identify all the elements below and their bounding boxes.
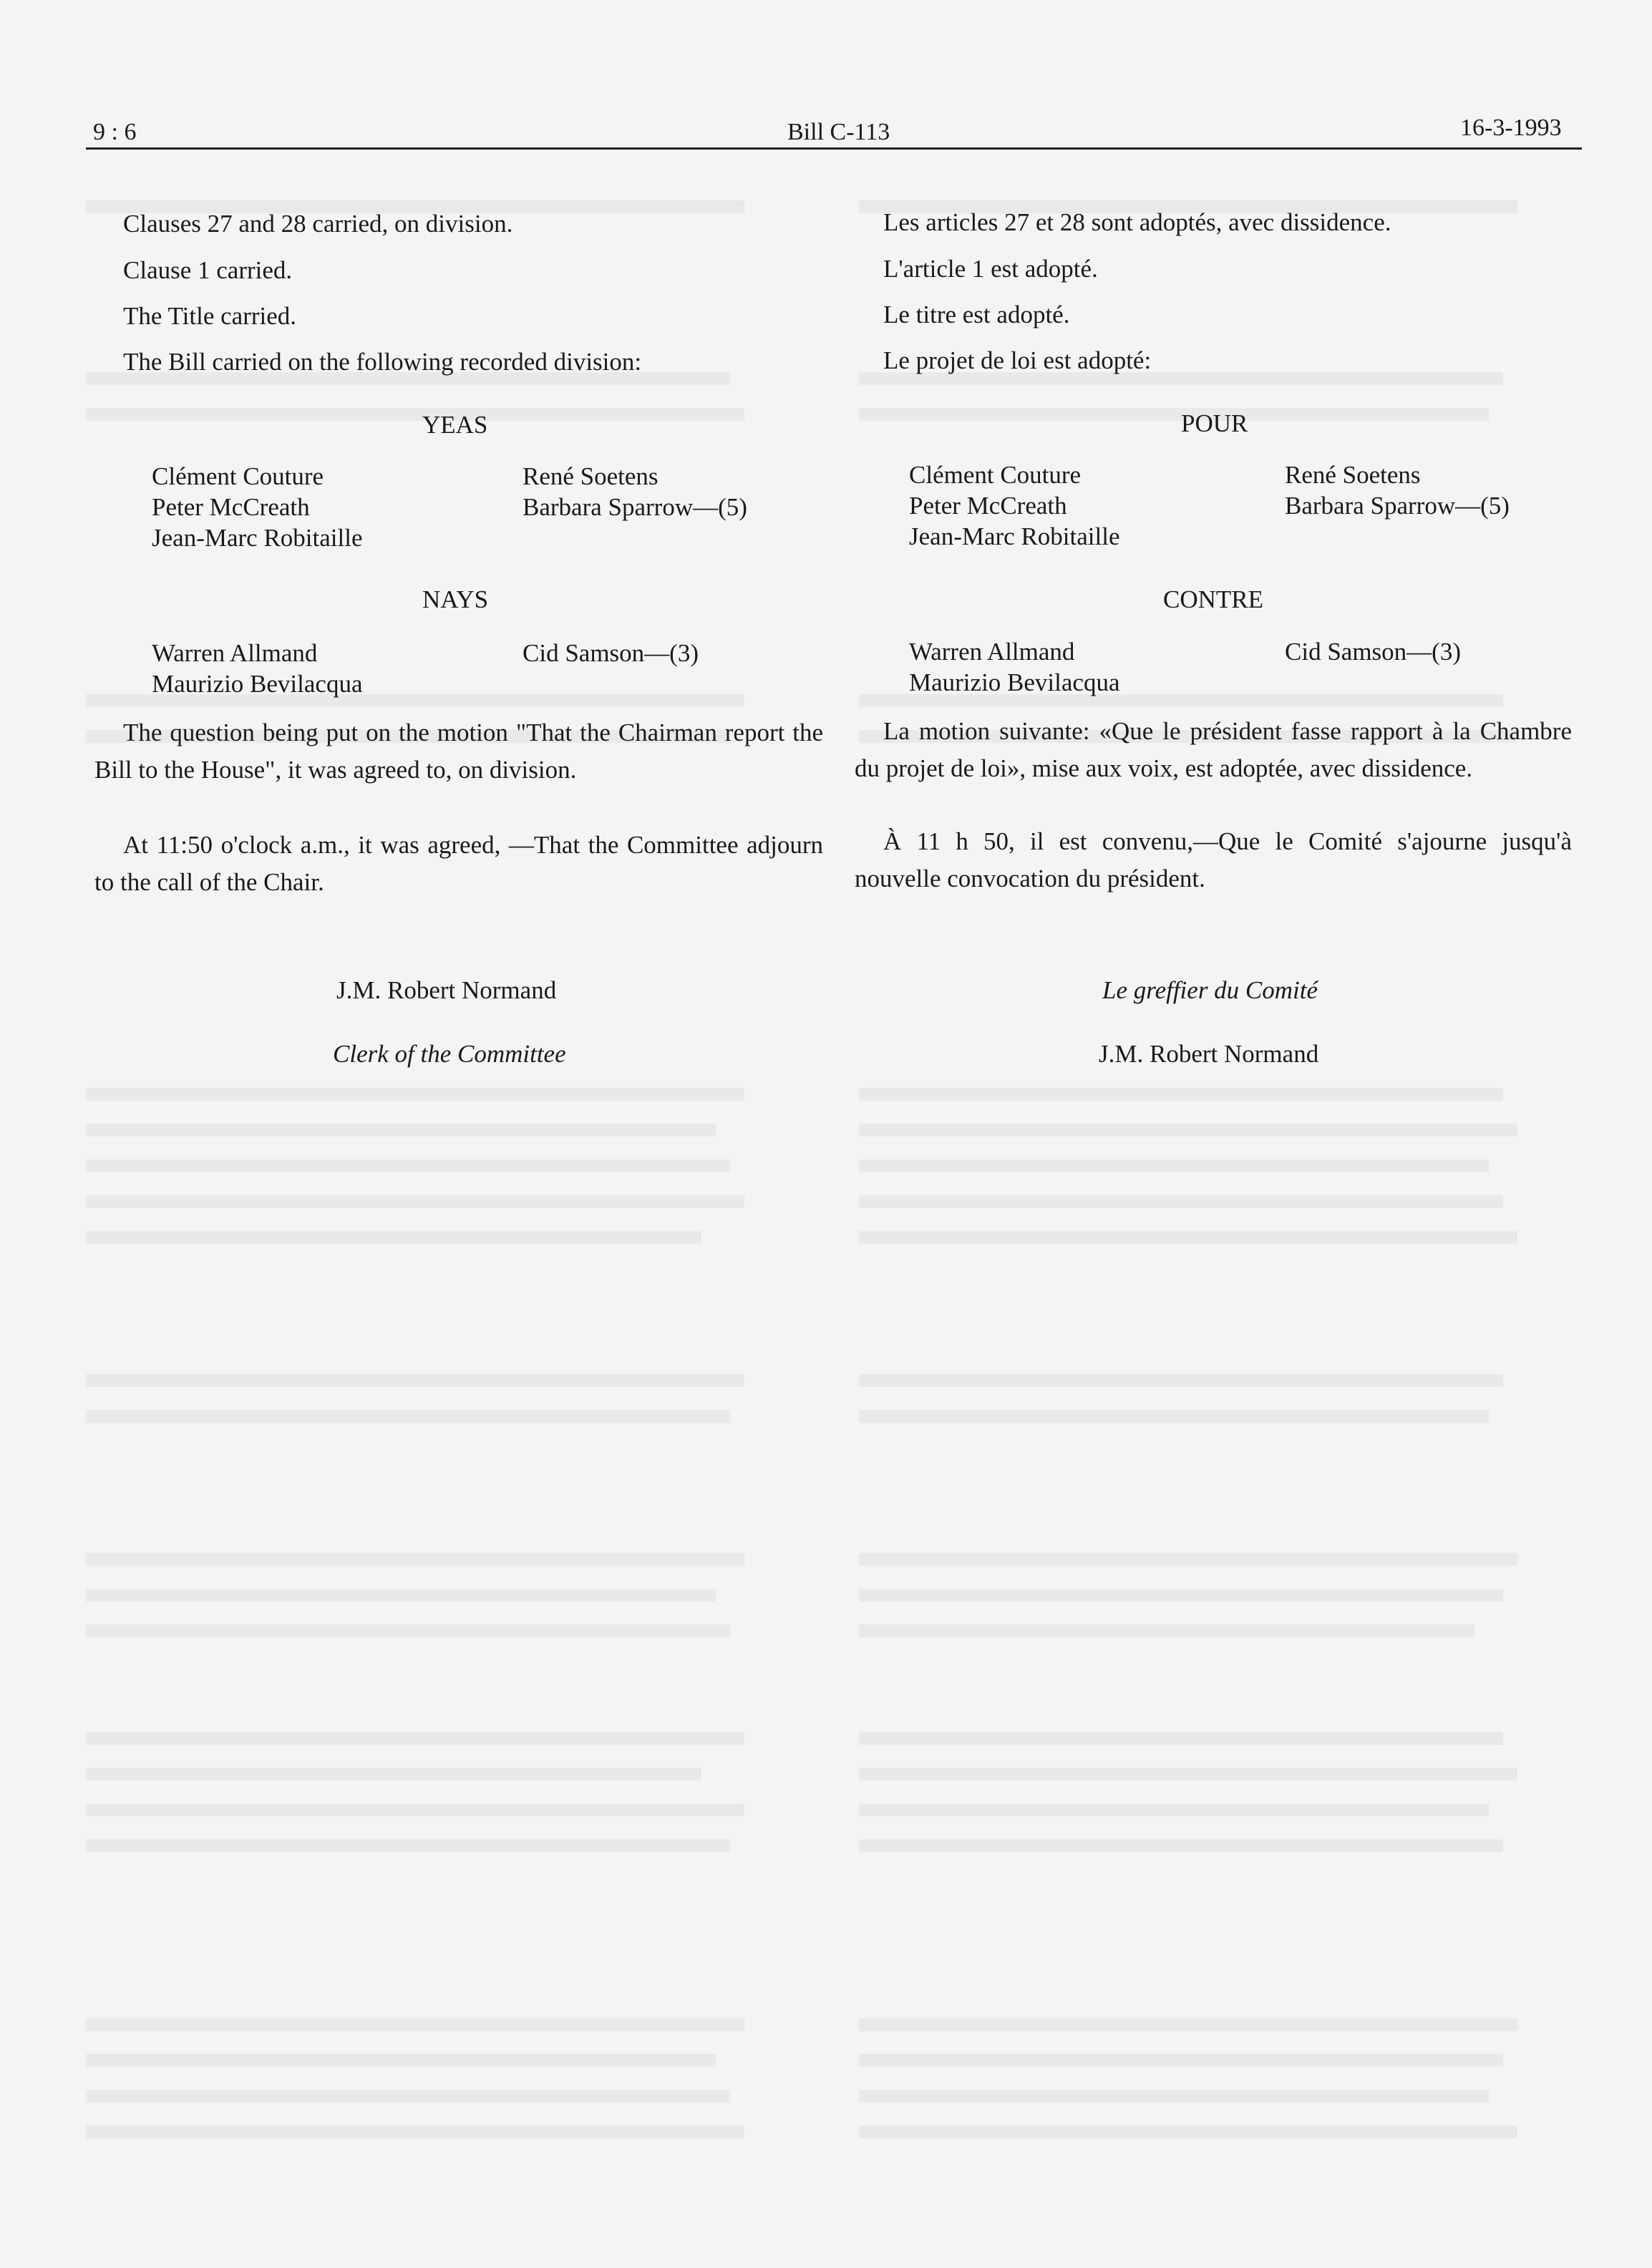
fr-pour-member: René Soetens [1285, 461, 1421, 489]
en-clerk-name: J.M. Robert Normand [336, 976, 557, 1004]
header-rule [86, 147, 1582, 150]
en-yea-member: Jean-Marc Robitaille [152, 524, 363, 552]
en-title-carried: The Title carried. [123, 302, 297, 330]
header-date: 16-3-1993 [1460, 115, 1562, 141]
page-number: 9 : 6 [93, 119, 137, 145]
en-yea-member: Peter McCreath [152, 493, 310, 521]
en-nays-heading: NAYS [422, 585, 489, 613]
en-yea-member: Clément Couture [152, 462, 324, 490]
fr-contre-member: Maurizio Bevilacqua [909, 668, 1120, 696]
fr-pour-member: Peter McCreath [909, 492, 1067, 520]
fr-motion: La motion suivante: «Que le président fasse rapport à la Chambre du projet de loi», mise aux voix, est adoptée, avec dissidence. [855, 717, 1572, 782]
en-nay-member: Cid Samson—(3) [523, 639, 699, 667]
fr-contre-member: Cid Samson—(3) [1285, 638, 1461, 666]
en-nay-member: Maurizio Bevilacqua [152, 670, 363, 698]
fr-contre-member: Warren Allmand [909, 638, 1075, 666]
en-yea-member: Barbara Sparrow—(5) [523, 493, 747, 521]
en-clerk-title: Clerk of the Committee [333, 1040, 566, 1068]
fr-title-adopted: Le titre est adopté. [883, 301, 1070, 328]
fr-adjourn: À 11 h 50, il est convenu,—Que le Comité s'ajourne jusqu'à nouvelle convocation du président. [855, 827, 1572, 892]
fr-pour-heading: POUR [1181, 409, 1248, 437]
fr-pour-member: Jean-Marc Robitaille [909, 522, 1120, 550]
bill-number: Bill C-113 [787, 119, 890, 145]
en-clause-1: Clause 1 carried. [123, 256, 293, 284]
en-yea-member: René Soetens [523, 462, 659, 490]
fr-clerk-name: J.M. Robert Normand [1099, 1040, 1319, 1068]
en-clauses-27-28: Clauses 27 and 28 carried, on division. [123, 210, 513, 238]
fr-pour-member: Clément Couture [909, 461, 1082, 489]
en-motion: The question being put on the motion "That the Chairman report the Bill to the House", it was agreed to, on division. [94, 719, 823, 784]
fr-pour-member: Barbara Sparrow—(5) [1285, 492, 1510, 520]
fr-clauses-27-28: Les articles 27 et 28 sont adoptés, avec dissidence. [883, 208, 1391, 236]
fr-bill-adopted: Le projet de loi est adopté: [883, 346, 1152, 374]
en-yeas-heading: YEAS [422, 411, 488, 439]
en-bill-carried: The Bill carried on the following recorded division: [123, 348, 642, 376]
fr-clerk-title: Le greffier du Comité [1102, 976, 1318, 1004]
fr-clause-1: L'article 1 est adopté. [883, 255, 1098, 283]
en-nay-member: Warren Allmand [152, 639, 318, 667]
en-adjourn: At 11:50 o'clock a.m., it was agreed, —That the Committee adjourn to the call of the Chair. [94, 831, 823, 896]
fr-contre-heading: CONTRE [1163, 585, 1263, 613]
